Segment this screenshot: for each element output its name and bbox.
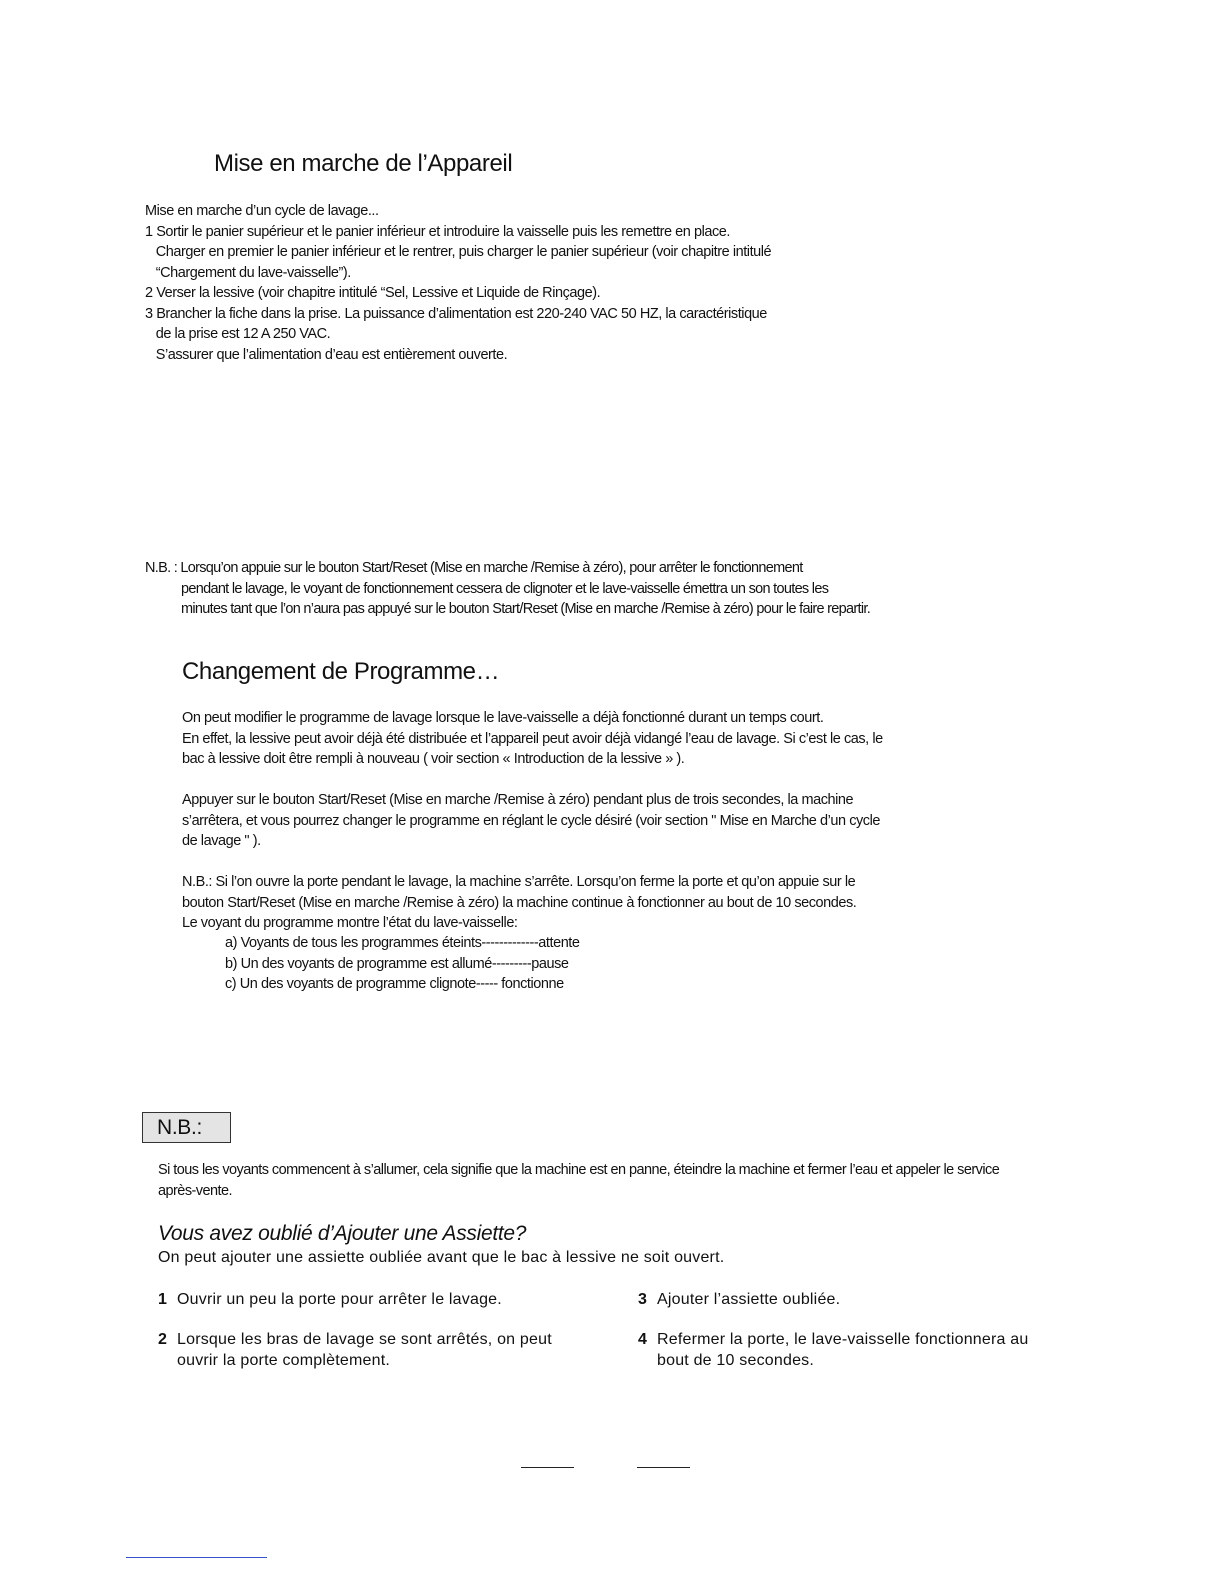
footer-link-rule [126,1557,267,1558]
section-title-changement-programme: Changement de Programme… [182,658,500,685]
changement-paragraph-3 [182,872,856,934]
step-text: ouvrir la porte complètement. [177,1352,391,1369]
nb-panne-note [158,1160,999,1201]
page-number-rule-right [637,1467,690,1468]
text-line: minutes tant que l’on n’aura pas appuyé sur le bouton Start/Reset (Mise en marche /Remise à zéro) pour le faire repartir. [181,601,871,617]
text-line: Charger en premier le panier inférieur et le rentrer, puis charger le panier supérieur (voir chapitre intitulé [145,244,772,260]
section-title-mise-en-marche: Mise en marche de l’Appareil [214,150,513,177]
step-text: bout de 10 secondes. [657,1352,815,1369]
step-number: 4 [638,1331,648,1348]
list-item: c) Un des voyants de programme clignote----- fonctionne [225,976,564,992]
text-line: On peut modifier le programme de lavage lorsque le lave-vaisselle a déjà fonctionné durant un temps court. [182,710,824,726]
text-line: N.B.: Si l’on ouvre la porte pendant le lavage, la machine s’arrête. Lorsqu’on ferme la porte et qu’on appuie sur le [182,874,856,890]
section-title-assiette-oubliee: Vous avez oublié d’Ajouter une Assiette? [158,1222,527,1245]
page-number-rule-left [521,1467,574,1468]
text-line: “Chargement du lave-vaisselle”). [145,264,351,281]
step-number: 3 [638,1291,648,1308]
step-3 [638,1289,1098,1311]
changement-paragraph-1 [182,708,883,770]
step-2 [158,1329,618,1373]
text-line: Le voyant du programme montre l’état du lave-vaisselle: [182,915,518,931]
text-line: s’arrêtera, et vous pourrez changer le programme en réglant le cycle désiré (voir section " Mise en Marche d’un cycle [182,812,880,829]
text-line: pendant le lavage, le voyant de fonctionnement cessera de clignoter et le lave-vaisselle émettra un son toutes les [181,580,829,597]
text-line: 2 Verser la lessive (voir chapitre intitulé “Sel, Lessive et Liquide de Rinçage). [145,285,601,301]
text-line: 1 Sortir le panier supérieur et le panier inférieur et introduire la vaisselle puis les remettre en place. [145,223,730,240]
text-line: S’assurer que l’alimentation d’eau est entièrement ouverte. [145,346,508,363]
text-line: bac à lessive doit être rempli à nouveau ( voir section « Introduction de la lessive » ). [182,751,685,767]
text-line: de lavage " ). [182,833,261,849]
text-line: Si tous les voyants commencent à s’allumer, cela signifie que la machine est en panne, éteindre la machine et fermer l’eau et appeler le service [158,1162,1000,1178]
text-line: après-vente. [158,1182,232,1199]
text-line: En effet, la lessive peut avoir déjà été distribuée et l’appareil peut avoir déjà vidangé l’eau de lavage. Si c’est le cas, le [182,730,883,747]
nb-start-reset-note [145,558,870,620]
step-number: 2 [158,1331,168,1348]
text-line: bouton Start/Reset (Mise en marche /Remise à zéro) la machine continue à fonctionner au bout de 10 secondes. [182,894,857,911]
step-1 [158,1289,618,1311]
step-text: Ouvrir un peu la porte pour arrêter le lavage. [177,1291,502,1308]
list-item: a) Voyants de tous les programmes éteints-------------attente [225,935,580,951]
changement-paragraph-2 [182,790,880,852]
text-line: Appuyer sur le bouton Start/Reset (Mise en marche /Remise à zéro) pendant plus de trois secondes, la machine [182,792,854,808]
list-item: b) Un des voyants de programme est allumé---------pause [225,955,569,972]
text-line: Mise en marche d’un cycle de lavage... [145,203,379,219]
program-state-list [225,933,580,995]
text-line: 3 Brancher la fiche dans la prise. La puissance d’alimentation est 220-240 VAC 50 HZ, la caractéristique [145,305,767,322]
section-mise-en-marche-text [145,201,771,365]
step-text: Lorsque les bras de lavage se sont arrêtés, on peut [177,1331,552,1348]
text-line: de la prise est 12 A 250 VAC. [145,326,331,342]
assiette-intro: On peut ajouter une assiette oubliée avant que le bac à lessive ne soit ouvert. [158,1249,725,1266]
step-text: Ajouter l’assiette oubliée. [657,1291,841,1308]
text-line: N.B. : Lorsqu’on appuie sur le bouton Start/Reset (Mise en marche /Remise à zéro), pour arrêter le fonctionnement [145,560,803,576]
step-4 [638,1329,1098,1373]
nb-label-box: N.B.: [142,1112,231,1143]
step-text: Refermer la porte, le lave-vaisselle fonctionnera au [657,1331,1029,1348]
step-number: 1 [158,1291,168,1308]
